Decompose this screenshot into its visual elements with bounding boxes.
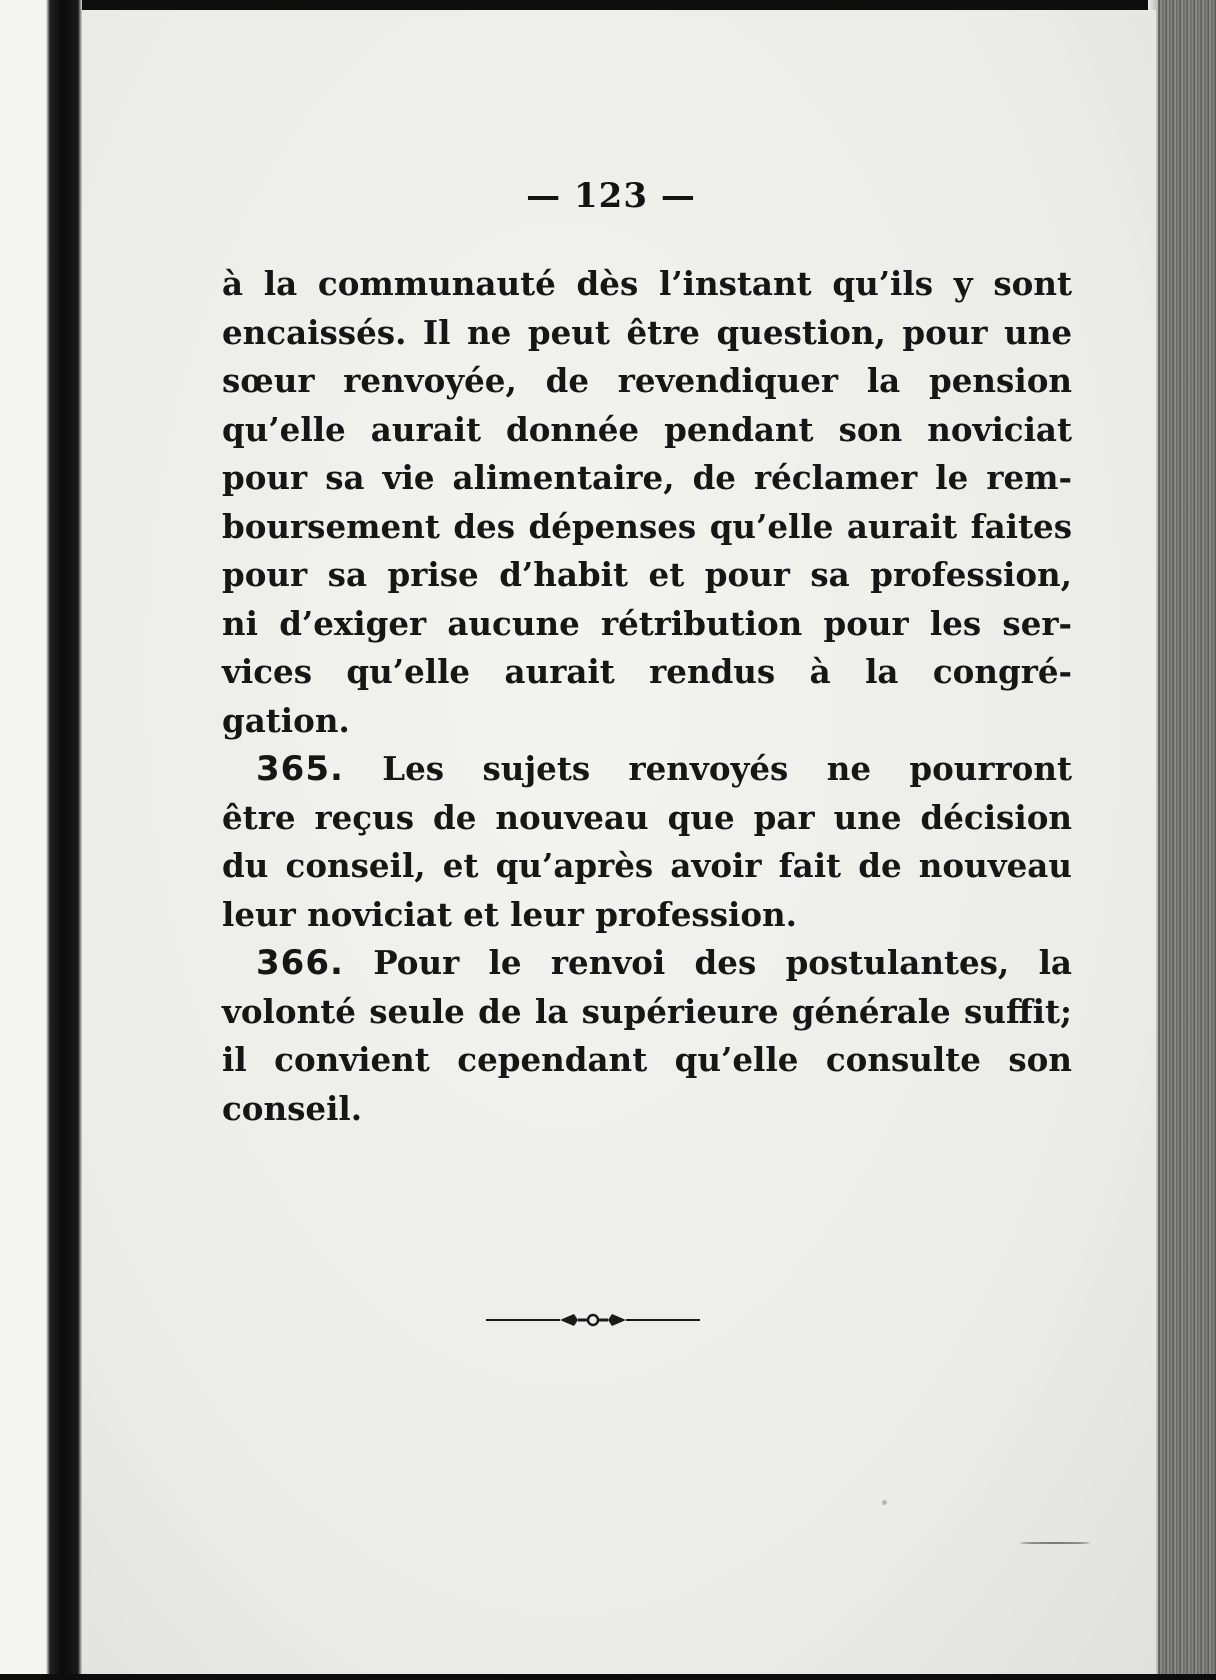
binding-gutter bbox=[0, 0, 82, 1680]
page-edges bbox=[1156, 0, 1216, 1680]
scan-speck bbox=[1020, 1542, 1090, 1544]
text-line: pour sa vie alimentaire, de réclamer le rem- bbox=[222, 458, 1072, 497]
paragraph-number-366: 366. bbox=[256, 943, 344, 983]
scan-top-border bbox=[0, 0, 1216, 10]
text-line: du conseil, et qu’après avoir fait de nouveau bbox=[222, 846, 1072, 885]
text-line: encaissés. Il ne peut être question, pour une bbox=[222, 312, 1072, 352]
scan-speck bbox=[882, 1500, 887, 1505]
body-text bbox=[222, 260, 1072, 1133]
text-line: qu’elle aurait donnée pendant son noviciat bbox=[222, 409, 1072, 449]
text-line: être reçus de nouveau que par une décision bbox=[222, 797, 1072, 837]
text-line: sœur renvoyée, de revendiquer la pension bbox=[222, 361, 1072, 400]
text-line: gation. bbox=[222, 700, 350, 740]
text-line: conseil. bbox=[222, 1088, 363, 1128]
tailpiece-ornament-icon bbox=[486, 1310, 700, 1330]
text-line: ni d’exiger aucune rétribution pour les ser- bbox=[222, 603, 1072, 643]
text-line: pour sa prise d’habit et pour sa profession, bbox=[222, 555, 1072, 594]
paragraph-365-lead: Les sujets renvoyés ne pourront bbox=[382, 749, 1072, 788]
text-line: à la communauté dès l’instant qu’ils y sont bbox=[222, 264, 1072, 303]
paragraph-365-first-line bbox=[222, 745, 1072, 794]
paragraph-number-365: 365. bbox=[256, 749, 344, 789]
text-line: boursement des dépenses qu’elle aurait faites bbox=[222, 506, 1072, 546]
book-page bbox=[82, 10, 1156, 1674]
text-line: il convient cependant qu’elle consulte son bbox=[222, 1040, 1072, 1079]
text-line: vices qu’elle aurait rendus à la congré- bbox=[222, 652, 1072, 691]
paragraph-366-lead: Pour le renvoi des postulantes, la bbox=[373, 943, 1072, 982]
page-number: — 123 — bbox=[526, 176, 696, 216]
text-line: volonté seule de la supérieure générale suffit; bbox=[222, 991, 1072, 1031]
text-line: leur noviciat et leur profession. bbox=[222, 894, 797, 934]
scan-bottom-border bbox=[0, 1674, 1216, 1680]
paragraph-366-first-line bbox=[222, 939, 1072, 988]
